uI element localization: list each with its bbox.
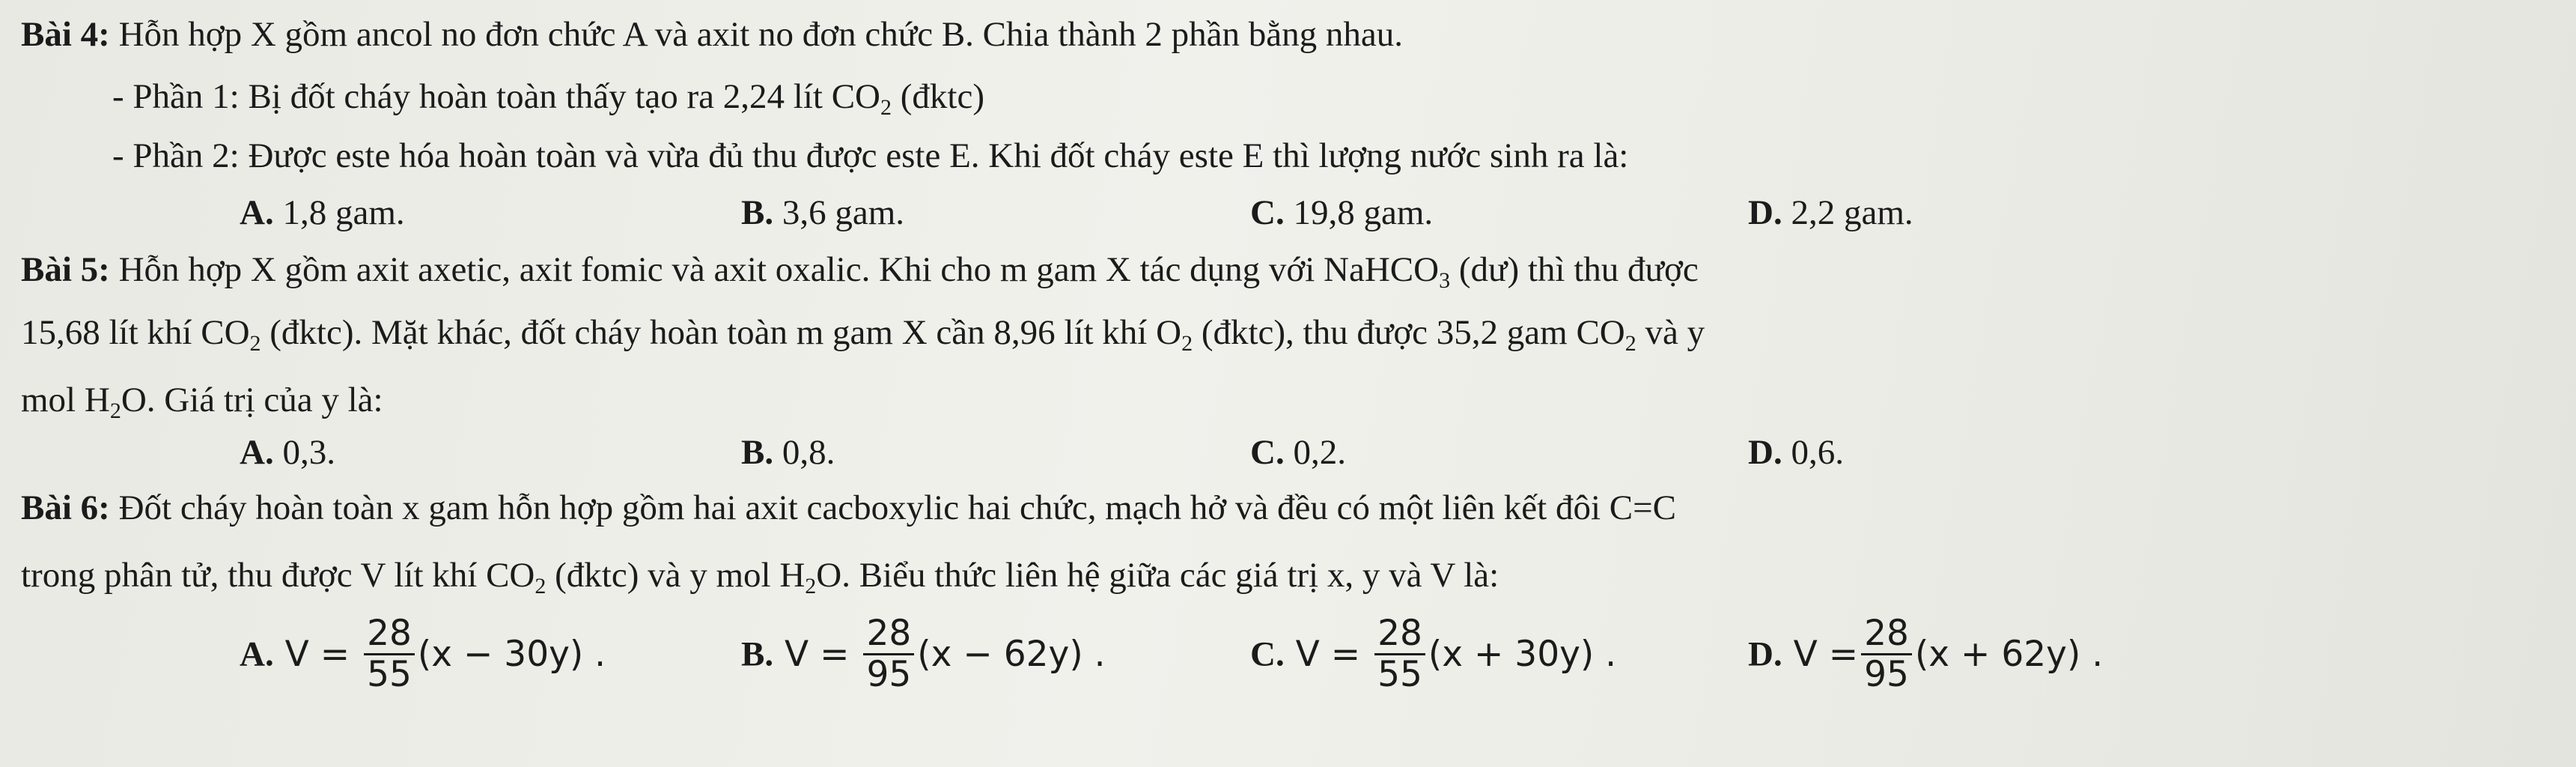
bai6-option-d[interactable] (1748, 614, 2103, 694)
option-letter: A. (240, 193, 274, 232)
fraction-numerator: 28 (1861, 614, 1912, 655)
bai6-line1 (21, 487, 1676, 529)
option-text: 0,2. (1284, 433, 1346, 472)
option-letter: B. (741, 634, 774, 674)
option-letter: C. (1250, 634, 1285, 674)
bai6-l2-sub1: 2 (535, 574, 546, 598)
option-letter: B. (741, 193, 774, 232)
formula-lhs: V = (773, 634, 861, 675)
bai5-l2-sub2: 2 (1181, 331, 1193, 356)
option-letter: C. (1250, 193, 1285, 232)
fraction (364, 614, 415, 694)
fraction-denominator: 95 (1864, 654, 1909, 695)
formula-rhs: (x − 62y) . (917, 634, 1106, 675)
fraction (1374, 614, 1425, 694)
bai5-l2-sub1: 2 (249, 331, 261, 356)
bai6-l2-c: O. Biểu thức liên hệ giữa các giá trị x, y và V là: (816, 556, 1499, 595)
bai6-option-a[interactable] (240, 614, 606, 694)
bai4-option-a[interactable] (240, 192, 405, 234)
bai5-option-c[interactable] (1250, 431, 1346, 473)
formula-lhs: V = (1284, 634, 1372, 675)
bai6-option-b[interactable] (741, 614, 1106, 694)
option-letter: D. (1748, 634, 1782, 674)
fraction-denominator: 95 (866, 654, 912, 695)
bai6-l2-b: (đktc) và y mol H (546, 556, 806, 595)
option-text: 0,3. (273, 433, 335, 472)
bai5-l2-sub3: 2 (1625, 331, 1636, 356)
bai4-part2-text: - Phần 2: Được este hóa hoàn toàn và vừa đủ thu được este E. Khi đốt cháy este E thì lượng nước sinh ra là: (112, 136, 1629, 175)
formula-rhs: (x − 30y) . (417, 634, 606, 675)
bai4-part1-tail: (đktc) (892, 77, 984, 116)
bai5-l2-a: 15,68 lít khí CO (21, 313, 250, 352)
bai4-part1-sub: 2 (880, 95, 892, 120)
bai5-option-b[interactable] (741, 431, 835, 473)
bai6-l2-sub2: 2 (805, 574, 817, 598)
bai5-l3-b: O. Giá trị của y là: (121, 381, 383, 419)
formula-rhs: (x + 62y) . (1914, 634, 2104, 675)
option-text: 1,8 gam. (273, 193, 405, 232)
bai4-part1 (112, 76, 984, 118)
fraction-numerator: 28 (863, 614, 914, 655)
bai5-line1 (21, 249, 1699, 291)
bai6-line2 (21, 554, 1499, 596)
fraction-denominator: 55 (367, 654, 412, 695)
bai4-stem (21, 13, 1403, 55)
bai5-l2-c: (đktc), thu được 35,2 gam CO (1193, 313, 1625, 352)
option-letter: D. (1748, 193, 1782, 232)
bai5-l1-text: Hỗn hợp X gồm axit axetic, axit fomic và axit oxalic. Khi cho m gam X tác dụng với NaHCO (109, 250, 1440, 289)
option-text: 2,2 gam. (1782, 193, 1913, 232)
bai5-option-a[interactable] (240, 431, 335, 473)
formula-lhs: V = (1782, 634, 1859, 675)
bai5-label: Bài 5: (21, 250, 110, 289)
bai6-option-c[interactable] (1250, 614, 1616, 694)
fraction-numerator: 28 (1374, 614, 1425, 655)
option-letter: D. (1748, 433, 1782, 472)
bai4-stem-text: Hỗn hợp X gồm ancol no đơn chức A và axit no đơn chức B. Chia thành 2 phần bằng nhau. (109, 15, 1403, 54)
option-text: 0,8. (773, 433, 835, 472)
bai5-l1-sub: 3 (1439, 268, 1451, 293)
bai4-part1-text: - Phần 1: Bị đốt cháy hoàn toàn thấy tạo ra 2,24 lít CO (112, 77, 880, 116)
bai6-l2-a: trong phân tử, thu được V lít khí CO (21, 556, 535, 595)
bai5-l2-d: và y (1636, 313, 1705, 352)
bai4-label: Bài 4: (21, 15, 110, 54)
bai6-l1-text: Đốt cháy hoàn toàn x gam hỗn hợp gồm hai axit cacboxylic hai chức, mạch hở và đều có một liên kết đôi C=C (109, 488, 1676, 527)
fraction (863, 614, 914, 694)
formula-rhs: (x + 30y) . (1428, 634, 1617, 675)
bai5-line2 (21, 312, 1705, 354)
option-letter: B. (741, 433, 774, 472)
bai5-l1-tail: (dư) thì thu được (1450, 250, 1699, 289)
formula-lhs: V = (273, 634, 362, 675)
option-text: 0,6. (1782, 433, 1844, 472)
bai5-option-d[interactable] (1748, 431, 1844, 473)
bai4-option-d[interactable] (1748, 192, 1913, 234)
option-text: 3,6 gam. (773, 193, 905, 232)
fraction (1861, 614, 1912, 694)
bai5-l3-a: mol H (21, 381, 110, 419)
bai5-l2-b: (đktc). Mặt khác, đốt cháy hoàn toàn m gam X cần 8,96 lít khí O (261, 313, 1182, 352)
bai4-option-c[interactable] (1250, 192, 1433, 234)
option-letter: C. (1250, 433, 1285, 472)
fraction-denominator: 55 (1377, 654, 1422, 695)
bai6-label: Bài 6: (21, 488, 110, 527)
bai4-option-b[interactable] (741, 192, 904, 234)
fraction-numerator: 28 (364, 614, 415, 655)
option-letter: A. (240, 433, 274, 472)
bai4-part2 (112, 135, 1628, 177)
option-letter: A. (240, 634, 274, 674)
bai5-line3 (21, 379, 383, 421)
bai5-l3-sub: 2 (109, 398, 121, 423)
option-text: 19,8 gam. (1284, 193, 1434, 232)
